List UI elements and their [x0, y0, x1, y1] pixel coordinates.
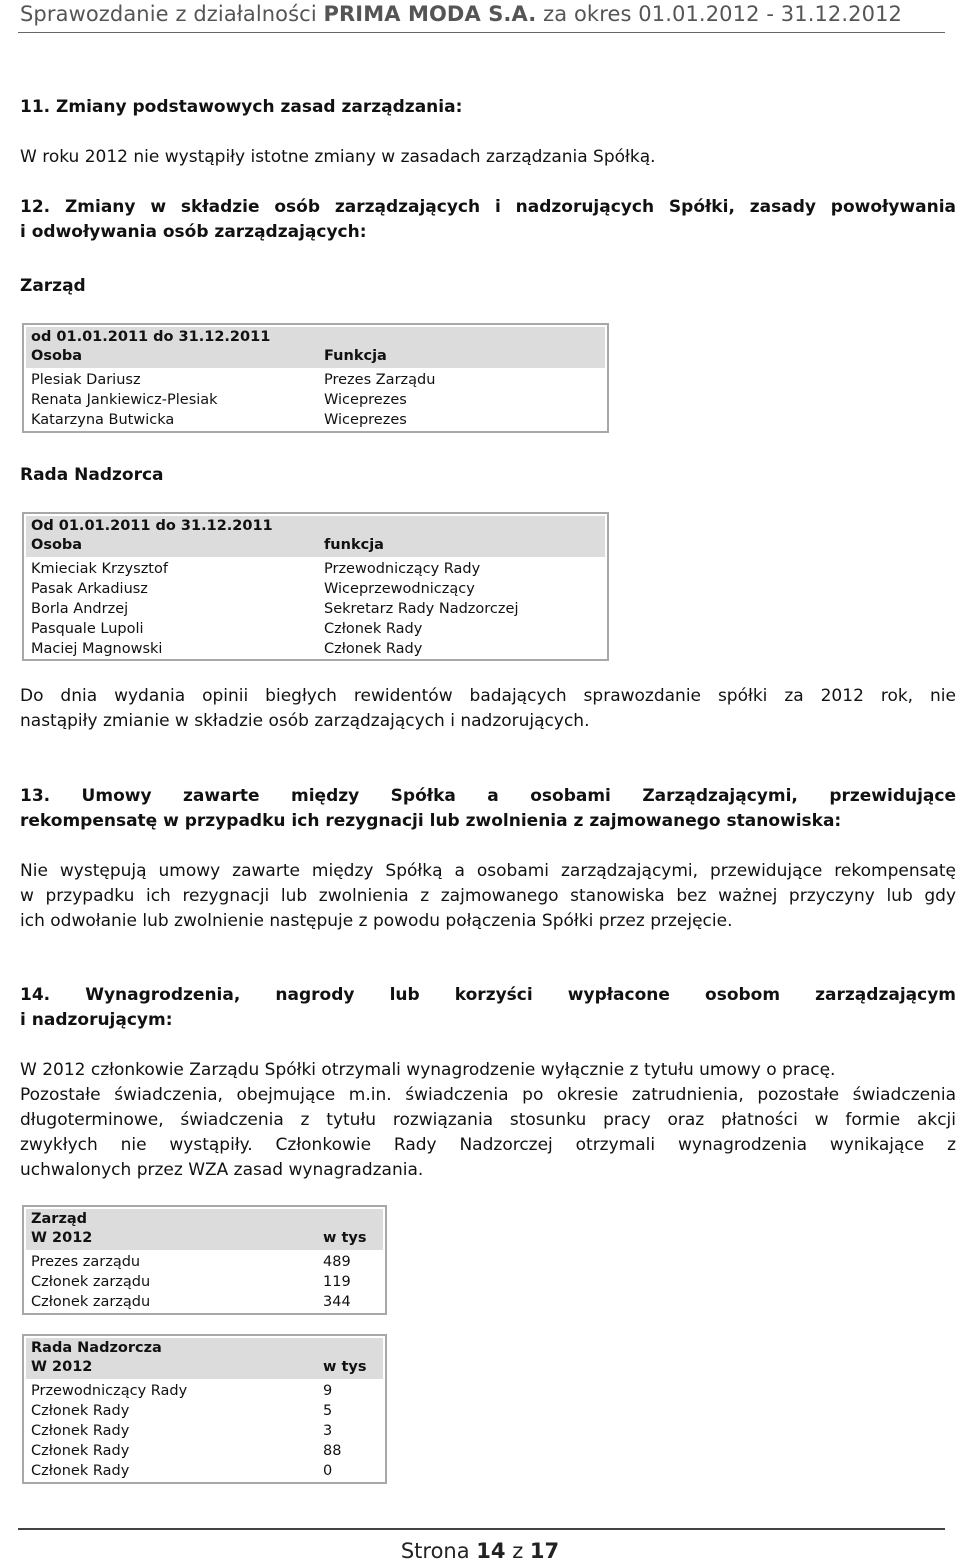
section-14-text-line1: W 2012 członkowie Zarządu Spółki otrzymali wynagrodzenie wyłącznie z tytułu umowy o pracę.: [20, 1060, 836, 1080]
zarzad-row-1-person: Plesiak Dariusz: [31, 372, 141, 388]
section-14-text-line5: uchwalonych przez WZA zasad wynagradzania.: [20, 1160, 424, 1180]
pay-zarzad-title: Zarząd: [31, 1211, 88, 1227]
zarzad-table: [22, 323, 609, 433]
pay-rada-table: [22, 1334, 387, 1484]
pay-rada-row-2-value: 5: [323, 1403, 333, 1419]
rada-row-1-person: Kmieciak Krzysztof: [31, 561, 168, 577]
section-14-text-line2: Pozostałe świadczenia, obejmujące m.in. świadczenia po okresie zatrudnienia, pozostałe świadczenia: [20, 1085, 956, 1105]
rada-row-3-function: Sekretarz Rady Nadzorczej: [324, 601, 519, 617]
pay-rada-row-5-name: Członek Rady: [31, 1463, 130, 1479]
header-company: PRIMA MODA S.A.: [323, 2, 537, 26]
rada-row-4-person: Pasquale Lupoli: [31, 621, 144, 637]
zarzad-period: od 01.01.2011 do 31.12.2011: [31, 329, 271, 345]
rada-table: [22, 512, 609, 661]
zarzad-row-3-function: Wiceprezes: [324, 412, 407, 428]
rada-period: Od 01.01.2011 do 31.12.2011: [31, 518, 273, 534]
section-13-text-line2: w przypadku ich rezygnacji lub zwolnienia z zajmowanego stanowiska bez ważnej przyczyny lub gdy: [20, 886, 956, 906]
section-12-title-line1: 12. Zmiany w składzie osób zarządzających i nadzorujących Spółki, zasady powoływania: [20, 197, 956, 217]
pay-rada-row-5-value: 0: [323, 1463, 333, 1479]
section-13-text-line3: ich odwołanie lub zwolnienie następuje z powodu połączenia Spółki przez przejęcie.: [20, 911, 733, 931]
rada-row-5-function: Członek Rady: [324, 641, 423, 657]
pay-rada-row-1-value: 9: [323, 1383, 333, 1399]
pay-rada-row-4-value: 88: [323, 1443, 342, 1459]
section-13-title-line2: rekompensatę w przypadku ich rezygnacji lub zwolnienia z zajmowanego stanowiska:: [20, 811, 842, 831]
section-14-title-line2: i nadzorującym:: [20, 1010, 173, 1030]
pay-rada-row-3-name: Członek Rady: [31, 1423, 130, 1439]
rada-col-function: funkcja: [324, 537, 384, 553]
rada-heading: Rada Nadzorca: [20, 465, 164, 485]
section-13-title-line1: 13. Umowy zawarte między Spółka a osobami Zarządzającymi, przewidujące: [20, 786, 956, 806]
pay-rada-year: W 2012: [31, 1359, 93, 1375]
pay-rada-row-3-value: 3: [323, 1423, 333, 1439]
pay-zarzad-row-3-name: Członek zarządu: [31, 1294, 151, 1310]
after-rada-line1: Do dnia wydania opinii biegłych rewidentów badających sprawozdanie spółki za 2012 rok, nie: [20, 686, 956, 706]
page-header: [20, 2, 902, 26]
pay-zarzad-unit: w tys: [323, 1230, 367, 1246]
zarzad-col-person: Osoba: [31, 348, 83, 364]
zarzad-row-2-person: Renata Jankiewicz-Plesiak: [31, 392, 218, 408]
section-14-text-line3: długoterminowe, świadczenia z tytułu rozwiązania stosunku pracy oraz płatności w formie akcji: [20, 1110, 956, 1130]
pay-zarzad-row-1-name: Prezes zarządu: [31, 1254, 141, 1270]
section-11-title: 11. Zmiany podstawowych zasad zarządzania:: [20, 97, 463, 117]
footer-rule: [18, 1528, 945, 1530]
rada-col-person: Osoba: [31, 537, 83, 553]
after-rada-line2: nastąpiły zmianie w składzie osób zarządzających i nadzorujących.: [20, 711, 590, 731]
section-13-text-line1: Nie występują umowy zawarte między Spółką a osobami zarządzającymi, przewidujące rekompensatę: [20, 861, 956, 881]
pay-zarzad-row-2-value: 119: [323, 1274, 351, 1290]
zarzad-heading: Zarząd: [20, 276, 86, 296]
header-suffix: za okres 01.01.2012 - 31.12.2012: [536, 2, 903, 26]
section-14-text-line4: zwykłych nie wystąpiły. Członkowie Rady Nadzorczej otrzymali wynagrodzenia wynikające z: [20, 1135, 956, 1155]
pay-rada-row-1-name: Przewodniczący Rady: [31, 1383, 188, 1399]
pay-rada-row-4-name: Członek Rady: [31, 1443, 130, 1459]
page-number: [0, 1539, 960, 1563]
header-prefix: Sprawozdanie z działalności: [20, 2, 324, 26]
rada-row-3-person: Borla Andrzej: [31, 601, 129, 617]
page-of-word: z: [505, 1539, 530, 1563]
zarzad-row-2-function: Wiceprezes: [324, 392, 407, 408]
rada-row-4-function: Członek Rady: [324, 621, 423, 637]
pay-zarzad-table: [22, 1205, 387, 1315]
page-current: 14: [476, 1539, 506, 1563]
pay-zarzad-row-1-value: 489: [323, 1254, 351, 1270]
pay-rada-unit: w tys: [323, 1359, 367, 1375]
page-total: 17: [529, 1539, 560, 1563]
pay-zarzad-row-3-value: 344: [323, 1294, 351, 1310]
pay-zarzad-year: W 2012: [31, 1230, 93, 1246]
pay-zarzad-row-2-name: Członek zarządu: [31, 1274, 151, 1290]
section-12-title-line2: i odwoływania osób zarządzających:: [20, 222, 367, 242]
page-word: Strona: [400, 1539, 477, 1563]
rada-row-1-function: Przewodniczący Rady: [324, 561, 481, 577]
zarzad-col-function: Funkcja: [324, 348, 387, 364]
rada-row-5-person: Maciej Magnowski: [31, 641, 163, 657]
section-14-title-line1: 14. Wynagrodzenia, nagrody lub korzyści wypłacone osobom zarządzającym: [20, 985, 956, 1005]
section-11-text: W roku 2012 nie wystąpiły istotne zmiany w zasadach zarządzania Spółką.: [20, 147, 656, 167]
pay-rada-title: Rada Nadzorcza: [31, 1340, 162, 1356]
zarzad-row-3-person: Katarzyna Butwicka: [31, 412, 175, 428]
header-rule: [18, 32, 945, 33]
rada-row-2-person: Pasak Arkadiusz: [31, 581, 148, 597]
rada-row-2-function: Wiceprzewodniczący: [324, 581, 475, 597]
zarzad-row-1-function: Prezes Zarządu: [324, 372, 436, 388]
pay-rada-row-2-name: Członek Rady: [31, 1403, 130, 1419]
